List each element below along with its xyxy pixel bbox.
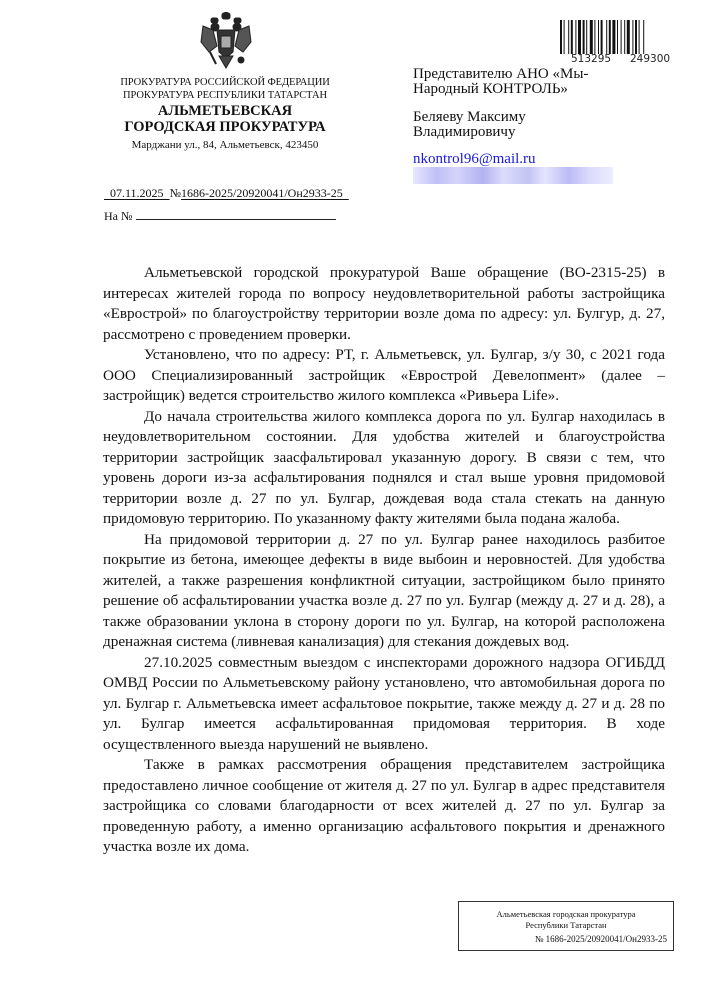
barcode-bar — [621, 20, 622, 54]
body-paragraph: Также в рамках рассмотрения обращения представителем застройщика предоставлено личное сообщение от жителя д. 27 по ул. Булгар в адрес представителя застройщика со словами благодарности от всех жителей д. 27 по ул. Булгар за проведенную работу, а именно организацию асфальтового покрытия и дренажного участка возле их дома. — [103, 756, 665, 855]
barcode-bar — [590, 20, 593, 54]
outgoing-reference — [104, 186, 349, 201]
number-sign: № — [169, 186, 182, 200]
outgoing-date: 07.11.2025 — [110, 186, 164, 200]
recipient-name-line-1: Беляеву Максиму — [413, 109, 526, 125]
header-office-title-1: АЛЬМЕТЬЕВСКАЯ — [157, 103, 293, 119]
header-address: Марджани ул., 84, Альметьевск, 423450 — [131, 139, 319, 151]
header-org-line-2: ПРОКУРАТУРА РЕСПУБЛИКИ ТАТАРСТАН — [123, 90, 327, 101]
barcode-bar — [586, 20, 587, 54]
barcode-bar — [632, 20, 633, 54]
barcode-bar — [624, 20, 625, 54]
barcode-bar — [575, 20, 576, 54]
coat-of-arms-icon — [197, 12, 255, 72]
barcode — [560, 20, 682, 54]
barcode-bar — [643, 20, 644, 54]
barcode-bar — [594, 20, 595, 54]
barcode-bar — [627, 20, 630, 54]
barcode-number-right: 249300 — [630, 53, 671, 65]
barcode-number-left: 513295 — [571, 53, 612, 65]
outgoing-number: 1686-2025/20920041/Он2933-25 — [181, 186, 343, 200]
barcode-bar — [560, 20, 562, 54]
header-office-title-2: ГОРОДСКАЯ ПРОКУРАТУРА — [124, 119, 326, 135]
barcode-bar — [606, 20, 607, 54]
barcode-bar — [564, 20, 565, 54]
barcode-bar — [601, 20, 603, 54]
barcode-bar — [583, 20, 585, 54]
recipient-email-link[interactable]: nkontrol96@mail.ru — [413, 151, 536, 167]
body-paragraph: Установлено, что по адресу: РТ, г. Альметьевск, ул. Булгар, з/у 30, с 2021 года ООО Специализированный застройщик «Еврострой Девелопмент» (далее – застройщик) ведется строительство жилого комплекса «Ривьера Life». — [103, 346, 665, 404]
barcode-bar — [617, 20, 618, 54]
barcode-bar — [609, 20, 611, 54]
reply-number-blank — [136, 209, 336, 220]
recipient-org-line-1: Представителю АНО «Мы- — [413, 66, 589, 82]
letter-body — [103, 263, 665, 858]
barcode-bar — [639, 20, 640, 54]
stamp-line-2: Республики Татарстан — [525, 920, 607, 930]
body-paragraph: До начала строительства жилого комплекса дорога по ул. Булгар находилась в неудовлетворительном состоянии. Для удобства жителей и благоустройства территории застройщик заасфальтировал указанную дорогу. В связи с тем, что уровень дороги из-за асфальтирования поднялся и стал выше уровня придомовой территории возле д. 27 по ул. Булгар, дождевая вода стала стекать на данную придомовую территорию. По указанному факту жителями была подана жалоба. — [103, 407, 665, 527]
reply-label: На № — [104, 209, 133, 223]
body-paragraph: Альметьевской городской прокуратурой Ваше обращение (ВО-2315-25) в интересах жителей города по вопросу неудовлетворительной работы застройщика «Еврострой» по благоустройству территории возле дома по адресу: ул. Булгур, д. 27, рассмотрено с проведением проверки. — [103, 264, 665, 343]
reply-reference — [104, 209, 336, 224]
barcode-bar — [635, 20, 637, 54]
barcode-bar — [612, 20, 615, 54]
barcode-bar — [598, 20, 599, 54]
barcode-bar — [571, 20, 573, 54]
stamp-number: № 1686-2025/20920041/Он2933-25 — [534, 934, 667, 944]
body-paragraph: 27.10.2025 совместным выездом с инспекторами дорожного надзора ОГИБДД ОМВД России по Альметьевскому району установлено, что автомобильная дорога по ул. Булгар г. Альметьевска имеет асфальтовое покрытие, также между д. 27 и д. 28 по ул. Булгар имеется асфальтированная придомовая территория. В ходе осуществленного выезда нарушений не выявлено. — [103, 653, 665, 753]
barcode-bar — [578, 20, 581, 54]
recipient-org-line-2: Народный КОНТРОЛЬ» — [413, 81, 568, 97]
barcode-bar — [568, 20, 569, 54]
registration-stamp — [458, 901, 674, 951]
body-paragraph: На придомовой территории д. 27 по ул. Булгар ранее находилось разбитое покрытие из бетона, имеющее дефекты в виде выбоин и неровностей. Для удобства жителей, а также разрешения конфликтной ситуации, застройщиком было принято решение об асфальтировании участка возле д. 27 по ул. Булгар (между д. 27 и д. 28), а также образовании уклона в сторону дороги по ул. Булгар, на которой расположена дренажная система (ливневая канализация) для стекания дождевых вод. — [103, 530, 665, 650]
recipient-name-line-2: Владимировичу — [413, 124, 516, 140]
stamp-line-1: Альметьевская городская прокуратура — [496, 909, 636, 919]
redacted-text — [413, 167, 613, 184]
header-org-line-1: ПРОКУРАТУРА РОССИЙСКОЙ ФЕДЕРАЦИИ — [120, 77, 330, 88]
